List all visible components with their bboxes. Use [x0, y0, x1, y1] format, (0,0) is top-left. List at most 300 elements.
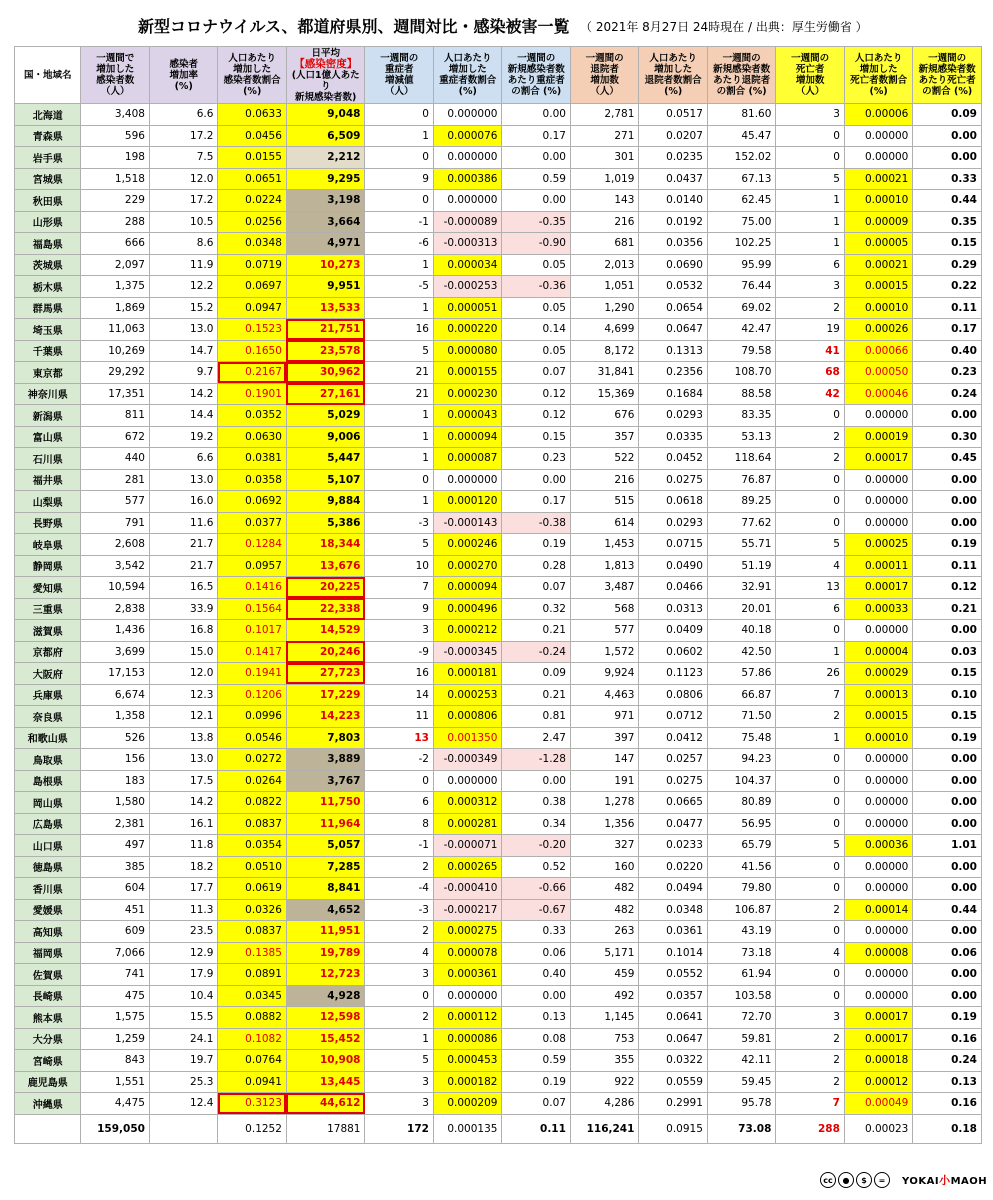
total-cell: 0.1252 — [218, 1114, 286, 1143]
table-cell: 29,292 — [81, 362, 149, 384]
table-cell: 0.00019 — [844, 426, 912, 448]
table-cell: 0.00000 — [844, 985, 912, 1007]
table-cell: 492 — [570, 985, 638, 1007]
table-cell: 0.16 — [913, 1028, 982, 1050]
table-cell: 21 — [365, 362, 433, 384]
table-cell: 971 — [570, 706, 638, 728]
table-cell: 106.87 — [707, 899, 775, 921]
prefecture-name: 岐阜県 — [15, 534, 81, 556]
table-cell: 0.000000 — [433, 147, 501, 169]
table-cell: 16.8 — [149, 620, 217, 642]
table-cell: -0.35 — [502, 211, 570, 233]
table-cell: 25.3 — [149, 1071, 217, 1093]
header-line: 人口あたり — [649, 53, 697, 64]
table-cell: 20,246 — [286, 641, 365, 663]
table-cell: 0.1123 — [639, 663, 707, 685]
table-cell: 0.15 — [913, 663, 982, 685]
table-row — [15, 1050, 982, 1072]
table-cell: 0.000212 — [433, 620, 501, 642]
table-cell: 0.00000 — [844, 792, 912, 814]
table-cell: 271 — [570, 125, 638, 147]
table-cell: 0.0552 — [639, 964, 707, 986]
table-cell: 0 — [776, 405, 844, 427]
table-cell: 55.71 — [707, 534, 775, 556]
page-title: 新型コロナウイルス、都道府県別、週間対比・感染被害一覧 — [138, 17, 570, 36]
table-cell: 59.45 — [707, 1071, 775, 1093]
table-cell: 13.0 — [149, 319, 217, 341]
table-cell: 75.00 — [707, 211, 775, 233]
table-cell: 5,386 — [286, 512, 365, 534]
table-cell: 0 — [365, 147, 433, 169]
total-cell: 0.11 — [502, 1114, 570, 1143]
table-cell: 301 — [570, 147, 638, 169]
table-cell: 1 — [365, 491, 433, 513]
table-cell: 0 — [365, 985, 433, 1007]
table-cell: 16.1 — [149, 813, 217, 835]
table-cell: 0.21 — [502, 620, 570, 642]
table-cell: 81.60 — [707, 104, 775, 126]
table-body — [15, 104, 982, 1144]
table-cell: 1,453 — [570, 534, 638, 556]
table-cell: 0 — [776, 147, 844, 169]
table-cell: 397 — [570, 727, 638, 749]
prefecture-name: 和歌山県 — [15, 727, 81, 749]
table-cell: 1,019 — [570, 168, 638, 190]
table-cell: 0.34 — [502, 813, 570, 835]
table-cell: 11 — [365, 706, 433, 728]
table-cell: 40.18 — [707, 620, 775, 642]
table-cell: -3 — [365, 899, 433, 921]
prefecture-name: 大分県 — [15, 1028, 81, 1050]
table-cell: 4,286 — [570, 1093, 638, 1115]
table-cell: 3 — [776, 1007, 844, 1029]
table-cell: 263 — [570, 921, 638, 943]
header-line: あたり死亡者 — [918, 75, 976, 86]
table-cell: 0.00 — [913, 964, 982, 986]
table-cell: 0.17 — [913, 319, 982, 341]
table-row — [15, 469, 982, 491]
table-cell: 0.00 — [913, 985, 982, 1007]
prefecture-name: 広島県 — [15, 813, 81, 835]
table-cell: 3,889 — [286, 749, 365, 771]
table-cell: 741 — [81, 964, 149, 986]
table-cell: 0.0377 — [218, 512, 286, 534]
table-cell: 0.000000 — [433, 985, 501, 1007]
table-cell: 17,153 — [81, 663, 149, 685]
table-cell: 0.00 — [913, 878, 982, 900]
table-cell: 0.00005 — [844, 233, 912, 255]
prefecture-name: 三重県 — [15, 598, 81, 620]
table-cell: -0.000089 — [433, 211, 501, 233]
table-cell: 11.8 — [149, 835, 217, 857]
table-cell: 4 — [776, 555, 844, 577]
table-cell: 17.9 — [149, 964, 217, 986]
table-cell: 753 — [570, 1028, 638, 1050]
table-cell: 1.01 — [913, 835, 982, 857]
table-cell: 62.45 — [707, 190, 775, 212]
table-cell: 451 — [81, 899, 149, 921]
table-cell: 0.0293 — [639, 405, 707, 427]
header-line: 重症者 — [384, 64, 414, 75]
table-cell: 0.00 — [913, 770, 982, 792]
table-cell: 4,463 — [570, 684, 638, 706]
column-header — [570, 47, 638, 104]
table-cell: 14.2 — [149, 792, 217, 814]
table-row — [15, 770, 982, 792]
table-row — [15, 319, 982, 341]
table-cell: 72.70 — [707, 1007, 775, 1029]
table-cell: 4 — [776, 942, 844, 964]
table-cell: -0.20 — [502, 835, 570, 857]
table-row — [15, 340, 982, 362]
table-cell: 3 — [776, 276, 844, 298]
table-cell: 11,964 — [286, 813, 365, 835]
table-cell: 2 — [365, 1007, 433, 1029]
table-cell: 0.45 — [913, 448, 982, 470]
header-line: (%) — [869, 86, 888, 97]
table-cell: 8,172 — [570, 340, 638, 362]
table-cell: -0.000253 — [433, 276, 501, 298]
prefecture-name: 青森県 — [15, 125, 81, 147]
table-cell: 16 — [365, 663, 433, 685]
table-cell: 11.6 — [149, 512, 217, 534]
prefecture-name: 神奈川県 — [15, 383, 81, 405]
table-cell: 4,699 — [570, 319, 638, 341]
prefecture-name: 石川県 — [15, 448, 81, 470]
table-cell: 0.0477 — [639, 813, 707, 835]
table-cell: 5 — [776, 168, 844, 190]
table-cell: 4,928 — [286, 985, 365, 1007]
table-cell: 0.000034 — [433, 254, 501, 276]
table-cell: 160 — [570, 856, 638, 878]
table-cell: 0.000051 — [433, 297, 501, 319]
table-cell: -0.000313 — [433, 233, 501, 255]
table-cell: 42.50 — [707, 641, 775, 663]
total-cell: 73.08 — [707, 1114, 775, 1143]
table-cell: 522 — [570, 448, 638, 470]
table-cell: 13 — [776, 577, 844, 599]
table-cell: 9,295 — [286, 168, 365, 190]
table-cell: 9,924 — [570, 663, 638, 685]
table-cell: 1 — [365, 297, 433, 319]
table-cell: 4,971 — [286, 233, 365, 255]
table-row — [15, 512, 982, 534]
column-header — [81, 47, 149, 104]
table-cell: 0.00000 — [844, 491, 912, 513]
table-cell: 811 — [81, 405, 149, 427]
table-cell: 7 — [365, 577, 433, 599]
table-cell: 21.7 — [149, 555, 217, 577]
table-cell: 9 — [365, 598, 433, 620]
table-cell: 1 — [776, 190, 844, 212]
table-cell: 15.2 — [149, 297, 217, 319]
prefecture-name: 佐賀県 — [15, 964, 81, 986]
table-cell: 0 — [776, 878, 844, 900]
table-cell: -0.000143 — [433, 512, 501, 534]
header-line: 増加した — [859, 64, 898, 75]
table-cell: 676 — [570, 405, 638, 427]
table-cell: 0.00013 — [844, 684, 912, 706]
table-cell: 0.00 — [913, 125, 982, 147]
table-cell: 79.80 — [707, 878, 775, 900]
table-cell: 10 — [365, 555, 433, 577]
table-cell: 0 — [365, 190, 433, 212]
table-cell: 1 — [776, 233, 844, 255]
table-cell: 0 — [776, 469, 844, 491]
table-cell: 0.23 — [502, 448, 570, 470]
table-row — [15, 620, 982, 642]
header-line: 一週間で — [96, 53, 135, 64]
table-row — [15, 835, 982, 857]
table-cell: 0.0697 — [218, 276, 286, 298]
table-cell: 0.21 — [502, 684, 570, 706]
table-cell: 0.0220 — [639, 856, 707, 878]
table-cell: 5,107 — [286, 469, 365, 491]
table-cell: 440 — [81, 448, 149, 470]
table-cell: 12,723 — [286, 964, 365, 986]
table-cell: 0 — [365, 104, 433, 126]
table-cell: 0.0559 — [639, 1071, 707, 1093]
table-cell: 0.00 — [502, 104, 570, 126]
table-cell: 0.0647 — [639, 319, 707, 341]
table-cell: 1,145 — [570, 1007, 638, 1029]
table-cell: 17.2 — [149, 125, 217, 147]
table-row — [15, 534, 982, 556]
prefecture-name: 兵庫県 — [15, 684, 81, 706]
table-cell: 0.19 — [913, 1007, 982, 1029]
header-line: 人口あたり — [854, 53, 903, 64]
table-cell: -9 — [365, 641, 433, 663]
table-cell: 0.00036 — [844, 835, 912, 857]
header-line: 新規感染者数 — [507, 64, 565, 75]
table-cell: 0.00046 — [844, 383, 912, 405]
table-cell: 0.000253 — [433, 684, 501, 706]
prefecture-name: 滋賀県 — [15, 620, 81, 642]
table-cell: 77.62 — [707, 512, 775, 534]
header-line: (%) — [664, 86, 683, 97]
prefecture-name: 島根県 — [15, 770, 81, 792]
table-cell: 357 — [570, 426, 638, 448]
table-cell: 0.00017 — [844, 1007, 912, 1029]
table-cell: 1,575 — [81, 1007, 149, 1029]
table-cell: 94.23 — [707, 749, 775, 771]
table-cell: 0.11 — [913, 555, 982, 577]
table-cell: 7,285 — [286, 856, 365, 878]
table-cell: 0.00000 — [844, 770, 912, 792]
prefecture-name: 香川県 — [15, 878, 81, 900]
table-cell: 0.0207 — [639, 125, 707, 147]
table-row — [15, 1028, 982, 1050]
table-cell: 0.19 — [502, 1071, 570, 1093]
table-cell: 18,344 — [286, 534, 365, 556]
header-line: 死亡者 — [795, 64, 825, 75]
table-cell: 2 — [776, 1028, 844, 1050]
table-cell: 1,572 — [570, 641, 638, 663]
table-cell: 183 — [81, 770, 149, 792]
table-cell: 1 — [776, 727, 844, 749]
table-cell: 482 — [570, 878, 638, 900]
table-cell: 0.000453 — [433, 1050, 501, 1072]
table-cell: 6 — [365, 792, 433, 814]
prefecture-name: 徳島県 — [15, 856, 81, 878]
column-header — [15, 47, 81, 104]
table-cell: 17.2 — [149, 190, 217, 212]
table-cell: 1 — [365, 125, 433, 147]
table-cell: 15.0 — [149, 641, 217, 663]
prefecture-name: 福井県 — [15, 469, 81, 491]
table-cell: 6,674 — [81, 684, 149, 706]
table-cell: 0.81 — [502, 706, 570, 728]
table-cell: 4,475 — [81, 1093, 149, 1115]
table-cell: 0.00 — [913, 749, 982, 771]
prefecture-name: 鳥取県 — [15, 749, 81, 771]
prefecture-name: 埼玉県 — [15, 319, 81, 341]
table-cell: 191 — [570, 770, 638, 792]
table-cell: 0.00 — [502, 985, 570, 1007]
table-row — [15, 555, 982, 577]
table-cell: 0.00029 — [844, 663, 912, 685]
table-cell: 0.00021 — [844, 168, 912, 190]
table-cell: 0.2167 — [218, 362, 286, 384]
table-cell: 14,529 — [286, 620, 365, 642]
table-cell: 0.1523 — [218, 319, 286, 341]
table-cell: 9,884 — [286, 491, 365, 513]
header-line: （人） — [590, 86, 619, 97]
table-cell: 83.35 — [707, 405, 775, 427]
table-cell: 20.01 — [707, 598, 775, 620]
table-row — [15, 362, 982, 384]
table-cell: -1 — [365, 835, 433, 857]
table-cell: 0.0692 — [218, 491, 286, 513]
table-cell: 0.1416 — [218, 577, 286, 599]
table-cell: 0.0712 — [639, 706, 707, 728]
table-cell: 13.0 — [149, 749, 217, 771]
table-cell: 71.50 — [707, 706, 775, 728]
header-line: (人口1億人あたり — [291, 69, 360, 92]
prefecture-name: 岡山県 — [15, 792, 81, 814]
table-cell: -0.000349 — [433, 749, 501, 771]
table-cell: 0.0891 — [218, 964, 286, 986]
table-row — [15, 233, 982, 255]
table-row — [15, 641, 982, 663]
table-cell: 33.9 — [149, 598, 217, 620]
table-cell: 27,723 — [286, 663, 365, 685]
table-cell: 0.00006 — [844, 104, 912, 126]
table-cell: 0.03 — [913, 641, 982, 663]
table-cell: 0.35 — [913, 211, 982, 233]
table-cell: 5,171 — [570, 942, 638, 964]
table-cell: 0.59 — [502, 168, 570, 190]
table-cell: 0.17 — [502, 125, 570, 147]
table-cell: 0.00 — [502, 770, 570, 792]
table-row — [15, 1007, 982, 1029]
table-cell: 0.15 — [502, 426, 570, 448]
table-cell: 11,750 — [286, 792, 365, 814]
table-cell: 1,436 — [81, 620, 149, 642]
table-cell: 0.0947 — [218, 297, 286, 319]
prefecture-name: 愛媛県 — [15, 899, 81, 921]
table-cell: 0.10 — [913, 684, 982, 706]
table-cell: 0.0490 — [639, 555, 707, 577]
table-cell: 88.58 — [707, 383, 775, 405]
table-cell: 497 — [81, 835, 149, 857]
table-row — [15, 147, 982, 169]
table-cell: 0.0690 — [639, 254, 707, 276]
table-cell: 0.13 — [502, 1007, 570, 1029]
table-cell: 0.00011 — [844, 555, 912, 577]
table-cell: 0.1650 — [218, 340, 286, 362]
table-cell: 14,223 — [286, 706, 365, 728]
table-cell: -4 — [365, 878, 433, 900]
table-cell: 0.000078 — [433, 942, 501, 964]
header-line: 感染者 — [169, 58, 198, 70]
table-cell: 0.0264 — [218, 770, 286, 792]
table-cell: 0.06 — [913, 942, 982, 964]
table-cell: 0.000265 — [433, 856, 501, 878]
table-cell: 42.47 — [707, 319, 775, 341]
table-cell: 8,841 — [286, 878, 365, 900]
table-row — [15, 792, 982, 814]
header-line: 一週間の — [722, 53, 761, 64]
table-cell: 1,259 — [81, 1028, 149, 1050]
table-cell: 118.64 — [707, 448, 775, 470]
total-row — [15, 1114, 982, 1143]
table-cell: 0.0630 — [218, 426, 286, 448]
table-cell: 0.0619 — [218, 878, 286, 900]
table-cell: 8.6 — [149, 233, 217, 255]
table-cell: 5,029 — [286, 405, 365, 427]
table-cell: 24.1 — [149, 1028, 217, 1050]
table-cell: 3,767 — [286, 770, 365, 792]
table-cell: 0.00021 — [844, 254, 912, 276]
table-cell: 0 — [776, 964, 844, 986]
prefecture-name: 長野県 — [15, 512, 81, 534]
table-cell: 0.0275 — [639, 469, 707, 491]
prefecture-name: 愛知県 — [15, 577, 81, 599]
table-row — [15, 577, 982, 599]
total-cell: 172 — [365, 1114, 433, 1143]
table-cell: 12.0 — [149, 168, 217, 190]
header-line: 増加数 — [795, 75, 825, 86]
total-cell — [149, 1114, 217, 1143]
table-cell: 65.79 — [707, 835, 775, 857]
table-cell: 0.0452 — [639, 448, 707, 470]
table-cell: 0.0224 — [218, 190, 286, 212]
column-header — [365, 47, 433, 104]
table-cell: 17.7 — [149, 878, 217, 900]
table-cell: 1 — [776, 211, 844, 233]
table-cell: 0.0257 — [639, 749, 707, 771]
table-cell: 15,452 — [286, 1028, 365, 1050]
table-cell: 604 — [81, 878, 149, 900]
table-cell: 0.0882 — [218, 1007, 286, 1029]
table-cell: 3 — [365, 1093, 433, 1115]
table-cell: 0.00066 — [844, 340, 912, 362]
table-cell: -0.67 — [502, 899, 570, 921]
table-cell: 614 — [570, 512, 638, 534]
table-cell: 0.1017 — [218, 620, 286, 642]
table-cell: 0.1014 — [639, 942, 707, 964]
table-cell: 0.00010 — [844, 297, 912, 319]
total-cell: 0.00023 — [844, 1114, 912, 1143]
table-cell: 0.0456 — [218, 125, 286, 147]
table-cell: -0.000217 — [433, 899, 501, 921]
table-cell: 0.0517 — [639, 104, 707, 126]
header-line: 一週間の — [791, 53, 830, 64]
table-cell: 0.0957 — [218, 555, 286, 577]
table-cell: 0.000181 — [433, 663, 501, 685]
header-line: あたり重症者 — [507, 75, 565, 86]
